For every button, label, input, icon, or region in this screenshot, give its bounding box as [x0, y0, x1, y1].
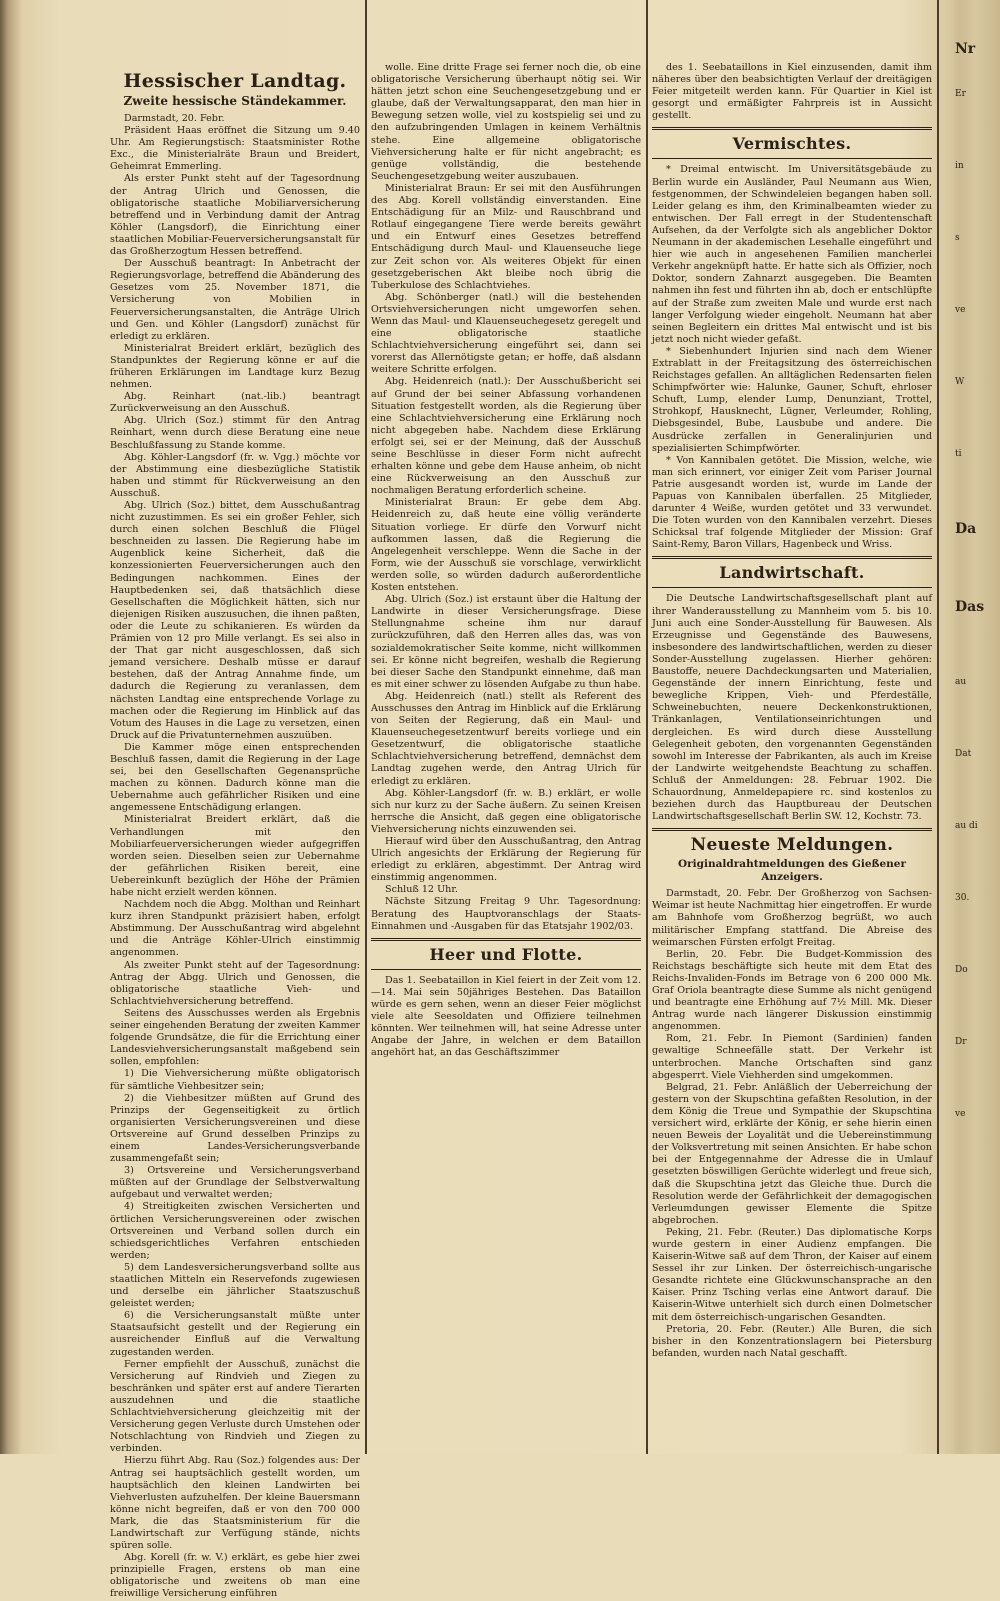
adjacent-page-fragments [955, 40, 995, 1120]
strip-fragment: W [955, 377, 965, 387]
paragraph: Pretoria, 20. Febr. (Reuter.) Alle Buren, die sich bisher in den Konzentrationslagern bei Pietersburg befanden, wurden nach Natal geschafft. [652, 1323, 932, 1359]
paragraph: Die Deutsche Landwirtschaftsgesellschaft plant auf ihrer Wanderausstellung zu Mannheim vom 5. bis 10. Juni auch eine Sonder-Ausstellung für Bauwesen. Als Erzeugnisse und Gegenstände des Bauwesens, insbesondere des landwirtschaftlichen, werden zu dieser Sonder-Ausstellung zugelassen. Hierher gehören: Baustoffe, neuere Dachdeckungsarten und Materialien, Gegenstände der innern Einrichtung, feste und bewegliche Krippen, Vieh- und Pferdeställe, Schweinebuchten, neuere Deckenkonstruktionen, Tränkanlagen, Ventilationseinrichtungen und dergleichen. Es wird durch diese Ausstellung Gelegenheit geboten, den vorgenannten Gegenständen sowohl im Interesse der Fabrikanten, als auch im Kreise der Landwirte weitgehendste Beachtung zu schaffen. Schluß der Anmeldungen: 28. Februar 1902. Die Schauordnung, Anmeldepapiere rc. sind kostenlos zu beziehen durch das Hauptbureau der Deutschen Landwirtschaftsgesellschaft Berlin SW. 12, Kochstr. 73. [652, 593, 932, 823]
section-title: Hessischer Landtag. [123, 70, 347, 92]
strip-fragment: ti [955, 449, 962, 459]
strip-fragment: Dat [955, 749, 972, 759]
paragraph: 1) Die Viehversicherung müßte obligatorisch für sämtliche Viehbesitzer sein; [110, 1068, 360, 1092]
article-body [371, 975, 641, 1060]
strip-fragment: Nr [955, 41, 976, 57]
section-subtitle: Originaldrahtmeldungen des Gießener Anzeigers. [677, 858, 907, 884]
paragraph: Abg. Köhler-Langsdorf (fr. w. Vgg.) möchte vor der Abstimmung eine diesbezügliche Statistik haben und stimmt für Rückverweisung an den Ausschuß. [110, 451, 360, 499]
column-3 [652, 62, 932, 1412]
article-body [371, 62, 641, 933]
paragraph: Abg. Köhler-Langsdorf (fr. w. B.) erklärt, er wolle sich nur kurz zu der Sache äußern. Zu seinen Kreisen herrsche die Ansicht, daß gegen eine obligatorische Viehversicherung nichts einzuwenden sei. [371, 787, 641, 835]
paragraph: * Dreimal entwischt. Im Universitätsgebäude zu Berlin wurde ein Ausländer, Paul Neumann aus Wien, festgenommen, der Schwindeleien begangen haben soll. Leider gelang es ihm, den Kriminalbeamten wieder zu entwischen. Der Fall erregt in der Studentenschaft Aufsehen, da der Verfolgte sich als angeblicher Doktor Neumann in der akademischen Lesehalle eingeführt und hier wie auch in angesehenen Familien mancherlei Verkehr angeknüpft hatte. Er hatte sich als Offizier, noch Doktor, sondern Zahnarzt ausgegeben. Die Beamten nahmen ihn fest und führten ihn ab, doch er entschlüpfte auf der Straße zum zweiten Male und wurde erst nach langer Verfolgung wieder eingeholt. Neumann hat aber seinen Begleitern ein drittes Mal entwischt und ist bis jetzt noch nicht wieder gefaßt. [652, 164, 932, 345]
column-1 [110, 70, 361, 1600]
paragraph: Darmstadt, 20. Febr. [124, 113, 225, 124]
strip-fragment: in [955, 161, 964, 171]
paragraph: Ministerialrat Braun: Er gebe dem Abg. Heidenreich zu, daß heute eine völlig veränderte Situation vorliege. Er dürfe den Vorwurf nicht aufkommen lassen, daß die Regierung die Angelegenheit verschleppe. Wenn die Sache in der Form, wie der Ausschuß sie vorschlage, verwirklicht werden solle, so würden dadurch außerordentliche Kosten entstehen. [371, 497, 641, 594]
paragraph: Abg. Heidenreich (natl.) stellt als Referent des Ausschusses den Antrag im Hinblick auf die Erklärung von Seiten der Regierung, daß ein Maul- und Klauenseuchegesetzentwurf bereits vorliege und ein Gesetzentwurf, die obligatorische staatliche Schlachtviehversicherung betreffend, demnächst dem Landtag zugehen werde, den Antrag Ulrich für erledigt zu erklären. [371, 690, 641, 787]
paragraph: Hierzu führt Abg. Rau (Soz.) folgendes aus: Der Antrag sei hauptsächlich gestellt worden, um hauptsächlich den kleinen Landwirten bei Viehverlusten aufzuhelfen. Der kleine Bauersmann könne nicht begreifen, daß er von den 700 000 Mark, die das Staatsministerium für die Landwirtschaft zur Verfügung stände, nichts spüren solle. [110, 1455, 360, 1552]
strip-fragment: Dr [955, 1037, 967, 1047]
paragraph: Ministerialrat Breidert erklärt, bezüglich des Standpunktes der Regierung könne er auf die früheren Erklärungen im Landtage kurz Bezug nehmen. [110, 342, 360, 391]
paragraph: Abg. Ulrich (Soz.) bittet, dem Ausschußantrag nicht zuzustimmen. Es sei ein großer Fehler, sich durch einen solchen Beschluß die Flügel beschneiden zu lassen. Die Regierung habe im Augenblick keine Sicherheit, daß die konzessionierten Feuerversicherungen auch den Bedingungen nachkommen. Eines der Hauptbedenken sei, daß thatsächlich diese Gesellschaften die Möglichkeit hätten, sich nur diejenigen Risiken auszusuchen, die ihnen paßten, oder die Leute zu schikanieren. Es würden da Prämien von 12 pro Mille verlangt. Es sei also in der That gar nicht ausgeschlossen, daß sich jemand versichere. Deshalb müsse er darauf bestehen, daß der Antrag Annahme finde, um dadurch die Regierung zu veranlassen, dem nächsten Landtag eine entsprechende Vorlage zu machen oder die Regierung im Hinblick auf das Votum des Hauses in die Lage zu versetzen, einen Druck auf die Privatunternehmen auszuüben. [110, 500, 360, 741]
paragraph: Als erster Punkt steht auf der Tagesordnung der Antrag Ulrich und Genossen, die obligatorische staatliche Mobiliarversicherung betreffend und in Verbindung damit der Antrag Köhler (Langsdorf), die Einrichtung einer staatlichen Mobiliar-Feuerversicherungsanstalt für das Großherzogtum Hessen betreffend. [110, 173, 360, 258]
paragraph: 5) dem Landesversicherungsverband sollte aus staatlichen Mitteln ein Reservefonds zugewiesen und derselbe ein jährlicher Staatszuschuß geleistet werden; [110, 1261, 360, 1310]
paragraph: wolle. Eine dritte Frage sei ferner noch die, ob eine obligatorische Versicherung überhaupt nötig sei. Wir hätten jetzt schon eine Seuchengesetzgebung und er glaube, daß der Verwaltungsapparat, den man hier in Bewegung setzen wolle, viel zu kostspielig sei und zu den aufzubringenden Umlagen in keinem Verhältnis stehe. Eine allgemeine obligatorische Viehversicherung halte er für nicht angebracht; es genüge vollständig, die bestehende Seuchengesetzgebung weiter auszubauen. [371, 62, 641, 182]
strip-fragment: Er [955, 89, 966, 99]
paragraph: 2) die Viehbesitzer müßten auf Grund des Prinzips der Gegenseitigkeit zu örtlich organisierten Versicherungsvereinen und diese Ortsvereine auf Grund desselben Prinzips zu einem Landes-Versicherungsverbande zusammengefaßt sein; [110, 1092, 360, 1165]
article-body [652, 888, 932, 1360]
paragraph: Der Ausschuß beantragt: In Anbetracht der Regierungsvorlage, betreffend die Abänderung des Gesetzes vom 25. November 1871, die Versicherung von Mobilien in Feuerversicherungsanstalten, die Anträge Ulrich und Gen. und Köhler (Langsdorf) zunächst für erledigt zu erklären. [110, 258, 360, 342]
section-divider [652, 158, 932, 159]
paragraph: Abg. Ulrich (Soz.) ist erstaunt über die Haltung der Landwirte in dieser Versicherungsfrage. Diese Stellungnahme scheine ihm nur darauf zurückzuführen, daß den Herren alles das, was von sozialdemokratischer Seite komme, nicht willkommen sei. Er könne nicht begreifen, weshalb die Regierung bei dieser Sache den Standpunkt einnehme, daß man es mit einer schwer zu lösenden Aufgabe zu thun habe. [371, 594, 641, 690]
paragraph: Abg. Korell (fr. w. V.) erklärt, es gebe hier zwei prinzipielle Fragen, erstens ob man eine obligatorische und zweitens ob man eine freiwillige Versicherung einführen [110, 1552, 360, 1600]
strip-fragment: Da [955, 521, 977, 537]
section-title: Landwirtschaft. [719, 563, 865, 583]
strip-fragment: ve [955, 1109, 966, 1119]
strip-fragment: ve [955, 305, 966, 315]
section-title: Neueste Meldungen. [690, 835, 894, 856]
section-divider [652, 556, 932, 559]
column-divider [937, 0, 939, 1454]
section-divider [371, 938, 641, 941]
article-body [652, 164, 932, 551]
paragraph: Abg. Ulrich (Soz.) stimmt für den Antrag Reinhart, wenn durch diese Beratung eine neue Beschlußfassung zu Stande komme. [110, 415, 360, 451]
paragraph: Schluß 12 Uhr. [385, 884, 458, 896]
paragraph: Abg. Reinhart (nat.-lib.) beantragt Zurückverweisung an den Ausschuß. [110, 391, 360, 415]
paragraph: Hierauf wird über den Ausschußantrag, den Antrag Ulrich angesichts der Erklärung der Regierung für erledigt zu erklären, abgestimmt. Der Antrag wird einstimmig angenommen. [371, 836, 641, 884]
paragraph: Abg. Schönberger (natl.) will die bestehenden Ortsviehversicherungen nicht umgeworfen sehen. Wenn das Maul- und Klauenseuchegesetz geregelt und eine obligatorische staatliche Schlachtviehversicherung eingeführt sei, dann sei vorerst das Allernötigste getan; er hoffe, daß alsdann weitere Schritte erfolgen. [371, 291, 641, 376]
paragraph: Präsident Haas eröffnet die Sitzung um 9.40 Uhr. Am Regierungstisch: Staatsminister Rothe Exc., die Ministerialräte Braun und Breidert, Geheimrat Emmerling. [110, 125, 360, 173]
article-body [652, 62, 932, 122]
paragraph: Ferner empfiehlt der Ausschuß, zunächst die Versicherung auf Rindvieh und Ziegen zu beschränken und später erst auf andere Tierarten auszudehnen und die staatliche Schlachtviehversicherung gleichzeitig mit der Versicherung gegen Verluste durch Umstehen oder Notschlachtung von Rindvieh und Ziegen zu verbinden. [110, 1358, 361, 1455]
paragraph: * Siebenhundert Injurien sind nach dem Wiener Extrablatt in der Freitagsitzung des österreichischen Reichstages gefallen. An alltäglichen Redensarten fielen Schimpfwörter wie: Halunke, Gauner, Schuft, ehrloser Schuft, Lump, elender Lump, Denunziant, Trottel, Strohkopf, Hausknecht, Lügner, Verleumder, Rohling, Diebsgesindel, Bube, Lausbube und andere. Die Ausdrücke zerfallen in Generalinjurien und spezialisierten Schimpfwörter. [652, 345, 932, 454]
article-body [110, 113, 360, 1601]
paragraph: Die Kammer möge einen entsprechenden Beschluß fassen, damit die Regierung in der Lage sei, bei den Gesellschaften Gegenansprüche machen zu können. Dadurch könne man die Uebernahme auch gefährlicher Risiken und eine angemessene Entschädigung erlangen. [110, 741, 360, 814]
section-divider [652, 587, 932, 588]
column-divider [646, 0, 648, 1454]
paragraph: Das 1. Seebataillon in Kiel feiert in der Zeit vom 12.—14. Mai sein 50jähriges Bestehen. Das Bataillon würde es gern sehen, wenn an dieser Feier möglichst viele alte Seesoldaten und Offiziere teilnehmen könnten. Wer teilnehmen will, hat seine Adresse unter Angabe der Jahre, in welchen er dem Bataillon angehört hat, an das Geschäftszimmer [371, 974, 641, 1059]
column-2 [371, 62, 641, 1392]
paragraph: Belgrad, 21. Febr. Anläßlich der Ueberreichung der gestern von der Skupschtina gefaßten Resolution, in der dem König die Treue und Sympathie der Skupschtina versichert wird, erklärte der König, er sehe hierin einen neuen Beweis der Loyalität und die Uebereinstimmung der Volksvertretung mit seinen Ansichten. Er habe schon bei der Entgegennahme der Adresse die in Umlauf gesetzten böswilligen Gerüchte widerlegt und freue sich, daß die Skupschtina jetzt das Gleiche thue. Durch die Resolution werde der Gefährlichkeit der demagogischen Verleumdungen gewisser Elemente die Spitze abgebrochen. [652, 1081, 932, 1226]
paragraph: Berlin, 20. Febr. Die Budget-Kommission des Reichstags beschäftigte sich heute mit dem Etat des Reichs-Invaliden-Fonds im Betrage von 6 200 000 Mk. Graf Oriola beantragte diese Summe als nicht genügend und beantragte eine Erhöhung auf 7½ Mill. Mk. Dieser Antrag wurde nach längerer Diskussion einstimmig angenommen. [652, 948, 932, 1033]
strip-fragment: Das [955, 599, 985, 615]
paragraph: 6) die Versicherungsanstalt müßte unter Staatsaufsicht gestellt und der Regierung ein ausreichender Einfluß auf die Verwaltung zugestanden werden. [110, 1310, 360, 1358]
paragraph: Abg. Heidenreich (natl.): Der Ausschußbericht sei auf Grund der bei seiner Abfassung vorhandenen Situation festgestellt worden, als die Regierung über eine Schlachtviehversicherung eine Erklärung noch nicht abgegeben habe. Nachdem diese Erklärung erfolgt sei, sei er der Meinung, daß der Ausschuß seine Beschlüsse in dieser Form nicht aufrecht erhalten könne und gebe dem Hause anheim, ob nicht eine Rückverweisung an den Ausschuß zur nochmaligen Beratung erforderlich scheine. [371, 376, 641, 497]
strip-fragment: s [955, 233, 960, 243]
paragraph: * Von Kannibalen getötet. Die Mission, welche, wie man sich erinnert, vor einiger Zeit vom Pariser Journal Patrie ausgesandt worden ist, wurde im Lande der Papuas von Kannibalen überfallen. 25 Mitglieder, darunter 4 Weiße, wurden getötet und 33 verwundet. Die Toten wurden von den Kannibalen verzehrt. Dieses Schicksal traf folgende Mitglieder der Mission: Graf Saint-Remy, Baron Villars, Hagenbeck und Wriss. [652, 454, 932, 551]
column-divider [365, 0, 367, 1454]
strip-fragment: 30. [955, 893, 970, 903]
paragraph: Ministerialrat Braun: Er sei mit den Ausführungen des Abg. Korell vollständig einverstanden. Eine Entschädigung für an Milz- und Rauschbrand und Rotlauf eingegangene Tiere werde bereits gewährt und ein Entwurf eines Gesetzes betreffend Entschädigung durch Maul- und Klauenseuche liege zur Zeit schon vor. Als weiteres Objekt für einen gesetzgeberischen Akt bleibe noch übrig die Tuberkulose des Schlachtviehes. [371, 182, 641, 291]
section-divider [371, 969, 641, 970]
section-divider [652, 127, 932, 130]
paragraph: Als zweiter Punkt steht auf der Tagesordnung: Antrag der Abgg. Ulrich und Genossen, die obligatorische staatliche Vieh- und Schlachtviehversicherung betreffend. [110, 959, 360, 1007]
adjacent-page-strip [955, 40, 995, 1440]
strip-fragment: Do [955, 965, 968, 975]
paragraph: Nächste Sitzung Freitag 9 Uhr. Tagesordnung: Beratung des Hauptvoranschlags der Staats-Einnahmen und -Ausgaben für das Etatsjahr 1902/03. [371, 896, 641, 932]
section-title: Vermischtes. [732, 134, 852, 154]
paragraph: Darmstadt, 20. Febr. Der Großherzog von Sachsen-Weimar ist heute Nachmittag hier eingetroffen. Er wurde am Bahnhofe vom Großherzog begrüßt, wo auch militärischer Empfang stattfand. Die Abreise des weimarschen Fürsten erfolgt Freitag. [652, 888, 932, 948]
paragraph: 3) Ortsvereine und Versicherungsverband müßten auf der Grundlage der Selbstverwaltung aufgebaut und verwaltet werden; [110, 1165, 360, 1201]
paragraph: Peking, 21. Febr. (Reuter.) Das diplomatische Korps wurde gestern in einer Audienz empfangen. Die Kaiserin-Witwe saß auf dem Thron, der Kaiser auf einem Sessel ihr zur Linken. Der österreichisch-ungarische Gesandte richtete eine Glückwunschansprache an den Kaiser. Prinz Tsching verlas eine Antwort darauf. Die Kaiserin-Witwe unterhielt sich durch einen Dolmetscher mit dem österreichisch-ungarischen Gesandten. [652, 1226, 932, 1323]
paragraph: Nachdem noch die Abgg. Molthan und Reinhart kurz ihren Standpunkt präzisiert haben, erfolgt Abstimmung. Der Ausschußantrag wird abgelehnt und die Anträge Köhler-Ulrich einstimmig angenommen. [110, 899, 360, 959]
strip-fragment: au [955, 677, 967, 687]
section-divider [652, 828, 932, 831]
paragraph: des 1. Seebataillons in Kiel einzusenden, damit ihm näheres über den beabsichtigten Verlauf der dreitägigen Feier mitgeteilt werden kann. Für Quartier in Kiel ist gesorgt und ermäßigter Fahrpreis ist in Aussicht gestellt. [652, 62, 932, 122]
strip-fragment: au di [955, 821, 978, 831]
paragraph: 4) Streitigkeiten zwischen Versicherten und örtlichen Versicherungsvereinen oder zwischen Ortsvereinen und Verband sollen durch ein schiedsgerichtliches Verfahren entschieden werden; [110, 1201, 360, 1261]
section-subtitle: Zweite hessische Ständekammer. [123, 94, 347, 108]
section-title: Heer und Flotte. [429, 944, 583, 964]
paragraph: Seitens des Ausschusses werden als Ergebnis seiner eingehenden Beratung der zweiten Kammer folgende Grundsätze, die für die Errichtung einer Landesviehversicherungsanstalt maßgebend sein sollen, empfohlen: [110, 1007, 360, 1068]
paragraph: Ministerialrat Breidert erklärt, daß die Verhandlungen mit den Mobiliarfeuerversicherungen wieder aufgegriffen worden seien. Dieselben seien zur Uebernahme der gefährlichen Risiken bereit, eine Uebereinkunft bezüglich der Höhe der Prämien habe nicht erzielt werden können. [110, 814, 360, 898]
article-body [652, 593, 932, 823]
paragraph: Rom, 21. Febr. In Piemont (Sardinien) fanden gewaltige Schneefälle statt. Der Verkehr ist unterbrochen. Manche Ortschaften sind ganz abgesperrt. Viele Viehherden sind umgekommen. [652, 1033, 932, 1081]
